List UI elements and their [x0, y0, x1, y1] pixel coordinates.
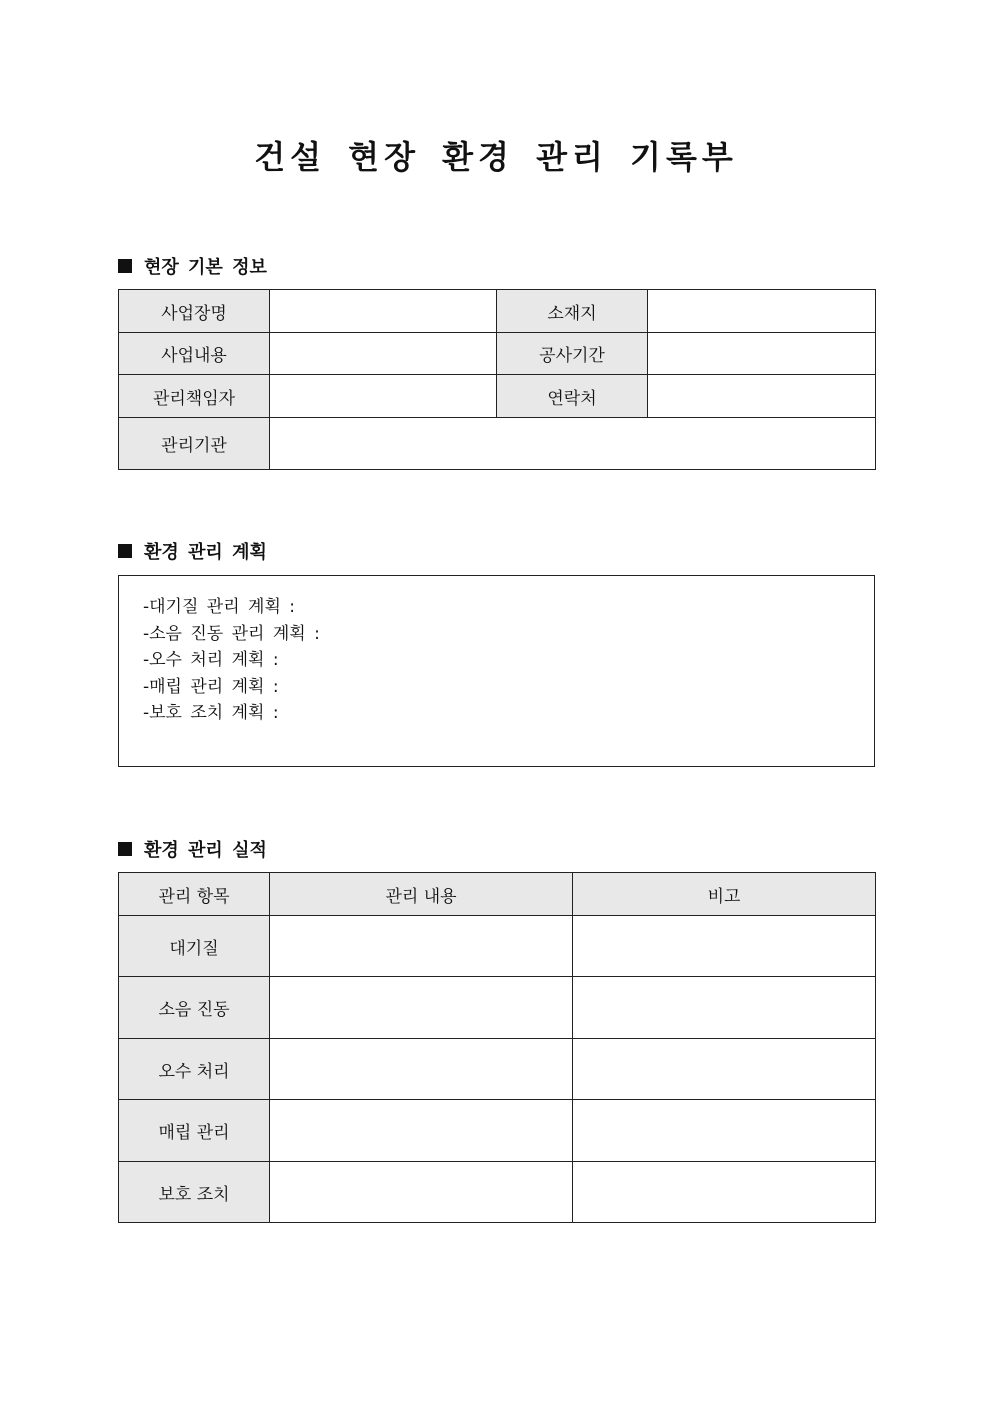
column-header: 관리 내용	[270, 873, 573, 916]
column-header: 관리 항목	[119, 873, 270, 916]
plan-box[interactable]	[118, 575, 875, 767]
row-label: 대기질	[119, 916, 270, 977]
square-bullet-icon	[118, 842, 132, 856]
results-table	[118, 872, 876, 1223]
note-cell[interactable]	[573, 1039, 876, 1100]
section-heading-text: 현장 기본 정보	[144, 257, 267, 278]
label-contact: 연락처	[497, 375, 648, 418]
label-project-name: 사업장명	[119, 290, 270, 333]
content-cell[interactable]	[270, 1039, 573, 1100]
table-row	[119, 916, 876, 977]
table-row	[119, 333, 876, 375]
label-manager: 관리책임자	[119, 375, 270, 418]
square-bullet-icon	[118, 544, 132, 558]
table-row	[119, 1100, 876, 1162]
table-row	[119, 1039, 876, 1100]
table-row	[119, 1162, 876, 1223]
plan-item-wastewater: -오수 처리 계획 :	[143, 650, 279, 670]
plan-item-landfill: -매립 관리 계획 :	[143, 676, 279, 697]
agency-field[interactable]	[270, 418, 876, 470]
table-row	[119, 290, 876, 333]
project-content-field[interactable]	[270, 333, 497, 375]
plan-item-noise-vibration: -소음 진동 관리 계획 :	[143, 623, 320, 644]
project-name-field[interactable]	[270, 290, 497, 333]
note-cell[interactable]	[573, 1100, 876, 1162]
content-cell[interactable]	[270, 916, 573, 977]
section-heading-text: 환경 관리 계획	[144, 542, 267, 563]
row-label: 보호 조치	[119, 1162, 270, 1223]
row-label: 매립 관리	[119, 1100, 270, 1162]
row-label: 소음 진동	[119, 977, 270, 1039]
section-heading-results	[118, 836, 267, 862]
plan-item-air-quality: -대기질 관리 계획 :	[143, 597, 296, 617]
document-title: 건설 현장 환경 관리 기록부	[254, 138, 738, 176]
construction-period-field[interactable]	[648, 333, 876, 375]
manager-field[interactable]	[270, 375, 497, 418]
note-cell[interactable]	[573, 916, 876, 977]
content-cell[interactable]	[270, 977, 573, 1039]
location-field[interactable]	[648, 290, 876, 333]
content-cell[interactable]	[270, 1100, 573, 1162]
note-cell[interactable]	[573, 977, 876, 1039]
content-cell[interactable]	[270, 1162, 573, 1223]
label-agency: 관리기관	[119, 418, 270, 470]
label-project-content: 사업내용	[119, 333, 270, 375]
row-label: 오수 처리	[119, 1039, 270, 1100]
table-row	[119, 375, 876, 418]
section-heading-basic-info	[118, 253, 267, 279]
plan-item-protection: -보호 조치 계획 :	[143, 703, 279, 723]
table-row	[119, 418, 876, 470]
label-location: 소재지	[497, 290, 648, 333]
label-construction-period: 공사기간	[497, 333, 648, 375]
table-row	[119, 977, 876, 1039]
note-cell[interactable]	[573, 1162, 876, 1223]
contact-field[interactable]	[648, 375, 876, 418]
section-heading-text: 환경 관리 실적	[144, 840, 267, 861]
column-header: 비고	[573, 873, 876, 916]
basic-info-table	[118, 289, 876, 470]
section-heading-plan	[118, 538, 267, 564]
table-header-row	[119, 873, 876, 916]
square-bullet-icon	[118, 259, 132, 273]
